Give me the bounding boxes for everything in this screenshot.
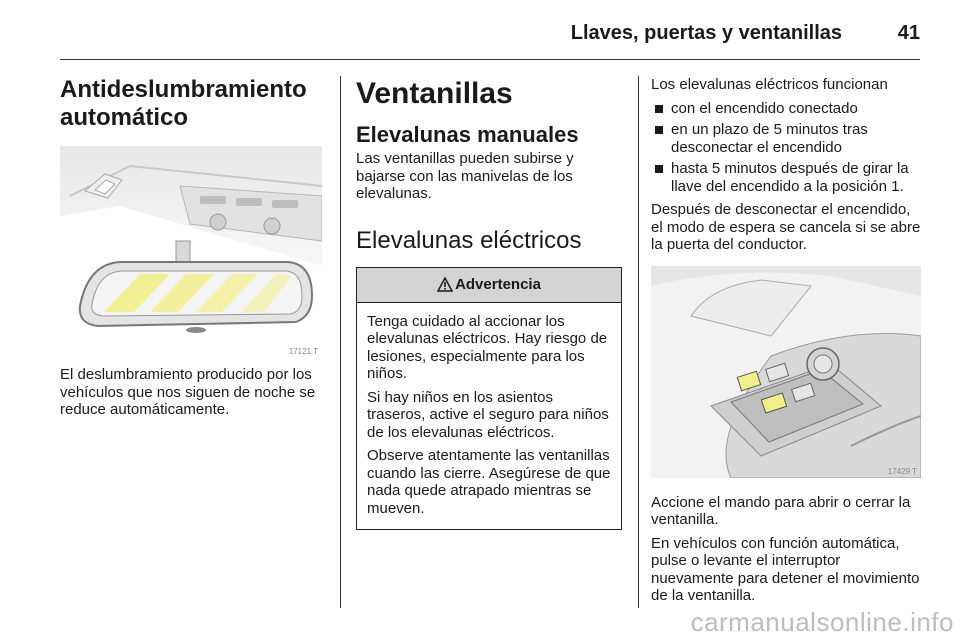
column-divider-2 — [638, 76, 639, 608]
column-right — [651, 70, 921, 611]
list-item: hasta 5 minutos después de girar la llave del encendido a la posición 1. — [651, 160, 921, 195]
header-rule — [60, 59, 920, 60]
figure-id: 17429 T — [887, 466, 917, 476]
figure-id: 17121 T — [288, 347, 318, 356]
warning-paragraph-2: Si hay niños en los asientos traseros, active el seguro para niños de los elevalunas eléctricos. — [367, 388, 609, 441]
auto-function-paragraph: En vehículos con función automática, pulse o levante el interruptor nuevamente para detener el movimiento de la ventanilla. — [651, 534, 920, 604]
conditions-list — [651, 100, 921, 196]
warning-header — [357, 268, 621, 303]
mirror-illustration — [60, 146, 322, 358]
rearview-mirror-image — [60, 146, 322, 358]
manual-windows-paragraph: Las ventanillas pueden subirse y bajarse con las manivelas de los elevalunas. — [356, 150, 574, 202]
watermark: carmanualsonline.info — [690, 607, 954, 637]
section-heading-ventanillas: Ventanillas — [356, 77, 513, 110]
warning-title: Advertencia — [455, 276, 541, 293]
power-windows-intro: Los elevalunas eléctricos funcionan — [651, 76, 888, 93]
window-switch-illustration — [651, 266, 921, 478]
warning-paragraph-1: Tenga cuidado al accionar los elevalunas eléctricos. Hay riesgo de lesiones, especialmente para los niños. — [367, 312, 608, 382]
warning-box — [356, 267, 622, 531]
list-item: en un plazo de 5 minutos tras desconectar el encendido — [651, 121, 921, 156]
mirror-paragraph: El deslumbramiento producido por los vehículos que nos siguen de noche se reduce automáticamente. — [60, 366, 316, 418]
warning-body — [357, 303, 621, 530]
operate-switch-paragraph: Accione el mando para abrir o cerrar la ventanilla. — [651, 493, 911, 528]
page-number: 41 — [897, 22, 920, 44]
header-title: Llaves, puertas y ventanillas — [570, 22, 842, 44]
column-middle — [356, 70, 622, 530]
door-switch-panel-image — [651, 266, 921, 478]
section-heading-antideslumbramiento: Antideslumbramiento automático — [60, 76, 307, 131]
subheading-elevalunas-manuales: Elevalunas manuales — [356, 122, 579, 147]
warning-triangle-icon — [437, 277, 453, 293]
standby-paragraph: Después de desconectar el encendido, el modo de espera se cancela si se abre la puerta del conductor. — [651, 201, 921, 253]
list-item: con el encendido conectado — [651, 100, 921, 118]
page-header — [60, 8, 920, 60]
column-divider-1 — [340, 76, 341, 608]
column-left — [60, 70, 322, 425]
warning-paragraph-3: Observe atentamente las ventanillas cuando las cierre. Asegúrese de que nada quede atrapado mientras se mueven. — [367, 447, 611, 517]
subheading-elevalunas-electricos: Elevalunas eléctricos — [356, 226, 582, 254]
